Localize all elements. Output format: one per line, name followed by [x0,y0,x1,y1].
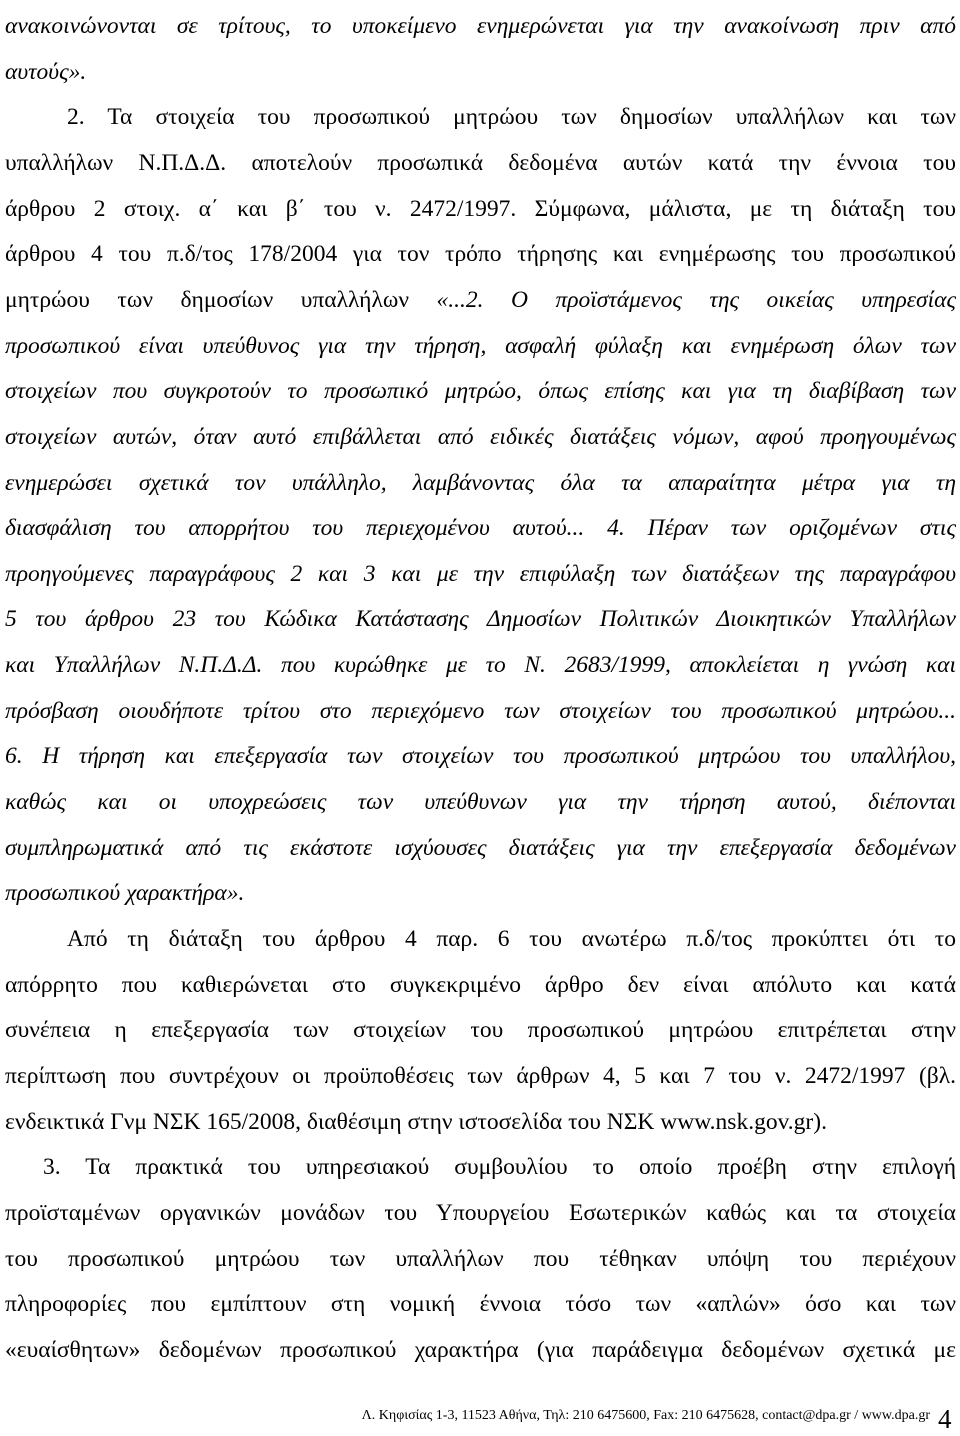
text-line: προηγούμενες παραγράφους 2 και 3 και με την επιφύλαξη των διατάξεων της παραγράφου [5,560,956,587]
text-line: περίπτωση που συντρέχουν οι προϋποθέσεις των άρθρων 4, 5 και 7 του ν. 2472/1997 (βλ. [5,1062,956,1089]
text-line: πληροφορίες που εμπίπτουν στη νομική έννοια τόσο των «απλών» όσο και των [5,1291,956,1318]
text-line: του προσωπικού μητρώου των υπαλλήλων που τέθηκαν υπόψη του περιέχουν [5,1245,956,1272]
text-line: 2. Τα στοιχεία του προσωπικού μητρώου των δημοσίων υπαλλήλων και των [67,104,956,131]
text-line: 5 του άρθρου 23 του Κώδικα Κατάστασης Δημοσίων Πολιτικών Διοικητικών Υπαλλήλων [5,606,956,633]
text-line: αυτούς». [5,58,87,85]
text-line: διασφάλιση του απορρήτου του περιεχομένου αυτού... 4. Πέραν των οριζομένων στις [5,515,956,542]
text-line: συμπληρωματικά από τις εκάστοτε ισχύουσες διατάξεις για την επεξεργασία δεδομένων [5,834,956,861]
text-line: ενημερώσει σχετικά τον υπάλληλο, λαμβάνοντας όλα τα απαραίτητα μέτρα για τη [5,469,956,496]
text-line: καθώς και οι υποχρεώσεις των υπεύθυνων για την τήρηση αυτού, διέπονται [5,789,956,816]
text-line: απόρρητο που καθιερώνεται στο συγκεκριμένο άρθρο δεν είναι απόλυτο και κατά [5,971,956,998]
text-line: πρόσβαση οιουδήποτε τρίτου στο περιεχόμενο των στοιχείων του προσωπικού μητρώου... [5,697,956,724]
text-line: «ευαίσθητων» δεδομένων προσωπικού χαρακτήρα (για παράδειγμα δεδομένων σχετικά με [5,1336,956,1363]
text-line: άρθρου 4 του π.δ/τος 178/2004 για τον τρόπο τήρησης και ενημέρωσης του προσωπικού [5,241,956,268]
text-line: άρθρου 2 στοιχ. α΄ και β΄ του ν. 2472/1997. Σύμφωνα, μάλιστα, με τη διάταξη του [5,195,956,222]
text-line: προϊσταμένων οργανικών μονάδων του Υπουργείου Εσωτερικών καθώς και τα στοιχεία [5,1199,956,1226]
text-line: προσωπικού χαρακτήρα». [5,880,245,907]
text-line: στοιχείων αυτών, όταν αυτό επιβάλλεται από ειδικές διατάξεις νόμων, αφού προηγουμένως [5,423,956,450]
text-line: ενδεικτικά Γνμ ΝΣΚ 165/2008, διαθέσιμη στην ιστοσελίδα του ΝΣΚ www.nsk.gov.gr). [5,1108,827,1135]
text-line: ανακοινώνονται σε τρίτους, το υποκείμενο ενημερώνεται για την ανακοίνωση πριν από [5,13,956,39]
page-number: 4 [938,1404,952,1434]
text-line: και Υπαλλήλων Ν.Π.Δ.Δ. που κυρώθηκε με το Ν. 2683/1999, αποκλείεται η γνώση και [5,652,956,679]
text-line: συνέπεια η επεξεργασία των στοιχείων του προσωπικού μητρώου επιτρέπεται στην [5,1017,956,1044]
footer-address: Λ. Κηφισίας 1-3, 11523 Αθήνα, Τηλ: 210 6475600, Fax: 210 6475628, contact@dpa.gr / www.dpa.gr [361,1408,930,1423]
text-line: 3. Τα πρακτικά του υπηρεσιακού συμβουλίου το οποίο προέβη στην επιλογή [43,1154,956,1181]
text-line: προσωπικού είναι υπεύθυνος για την τήρηση, ασφαλή φύλαξη και ενημέρωση όλων των [5,332,956,359]
text-line: Από τη διάταξη του άρθρου 4 παρ. 6 του ανωτέρω π.δ/τος προκύπτει ότι το [67,926,956,952]
text-line: στοιχείων που συγκροτούν το προσωπικό μητρώο, όπως επίσης και για τη διαβίβαση των [5,378,956,405]
text-line: υπαλλήλων Ν.Π.Δ.Δ. αποτελούν προσωπικά δεδομένα αυτών κατά την έννοια του [5,149,956,176]
text-line: μητρώου των δημοσίων υπαλλήλων «...2. Ο προϊστάμενος της οικείας υπηρεσίας [5,286,956,313]
text-line: 6. Η τήρηση και επεξεργασία των στοιχείων του προσωπικού μητρώου του υπαλλήλου, [5,743,956,770]
